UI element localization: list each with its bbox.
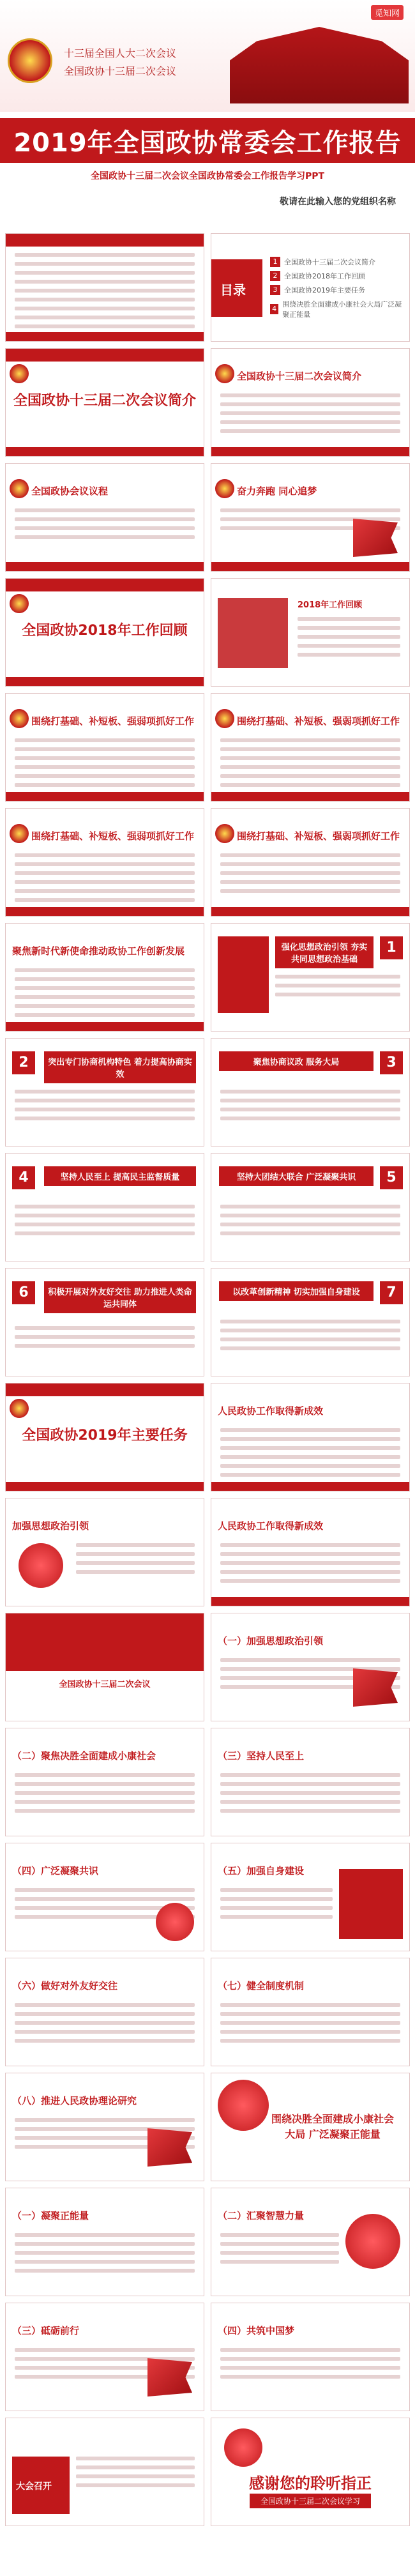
text-placeholder: [15, 2003, 195, 2048]
slide-thumbnail[interactable]: [5, 1613, 204, 1721]
text-placeholder: [220, 1888, 333, 1924]
slide-footer: [211, 447, 409, 456]
slide-thumbnail[interactable]: [5, 693, 204, 802]
text-placeholder: [15, 853, 195, 907]
slide-thumbnail[interactable]: [211, 2073, 410, 2181]
slide-heading: （四）共筑中国梦: [218, 2325, 295, 2336]
text-placeholder: [220, 1320, 400, 1355]
slide-heading: 奋力奔跑 同心追梦: [237, 485, 317, 497]
slide-thumbnail[interactable]: [5, 2303, 204, 2411]
balloon-icon: [345, 2214, 400, 2269]
red-flag-icon: [147, 2128, 192, 2167]
slide-heading: （二）聚焦决胜全面建成小康社会: [12, 1750, 156, 1762]
slide-thumbnail[interactable]: [5, 1383, 204, 1491]
slide-footer: [211, 1597, 409, 1606]
section-number: 1: [380, 936, 403, 959]
slide-thumbnail[interactable]: [211, 463, 410, 572]
slide-row: [5, 1613, 410, 1721]
slide-footer: [211, 792, 409, 801]
subtitle: 全国政协十三届二次会议全国政协常委会工作报告学习PPT: [90, 171, 325, 181]
slide-thumbnail[interactable]: [211, 693, 410, 802]
slide-heading: 围绕打基础、补短板、强弱项抓好工作: [237, 715, 400, 727]
emblem-icon: [10, 479, 29, 498]
text-placeholder: [220, 1428, 400, 1482]
slide-thumbnail[interactable]: [211, 1038, 410, 1147]
slide-header-bar: [6, 349, 204, 362]
text-placeholder: [15, 253, 195, 342]
slide-thumbnail[interactable]: [211, 1498, 410, 1606]
slide-heading: （六）做好对外友好交往: [12, 1980, 118, 1992]
text-placeholder: [220, 853, 400, 898]
section-number: 3: [380, 1051, 403, 1074]
slide-footer: [6, 792, 204, 801]
toc-item[interactable]: [270, 299, 404, 319]
toc-num: 4: [270, 304, 278, 314]
toc-label: 围绕决胜全面建成小康社会大局广泛凝聚正能量: [282, 300, 402, 319]
slide-row: [5, 808, 410, 917]
slide-row: [5, 923, 410, 1032]
emblem-icon: [10, 709, 29, 728]
slide-heading: （一）加强思想政治引领: [218, 1635, 324, 1647]
text-placeholder: [76, 1543, 195, 1579]
section-banner: 积极开展对外友好交往 助力推进人类命运共同体: [44, 1281, 196, 1313]
section-banner: 坚持大团结大联合 广泛凝聚共识: [219, 1166, 374, 1186]
section-number: 5: [380, 1166, 403, 1189]
slide-thumbnail[interactable]: [211, 578, 410, 687]
slide-row: [5, 2303, 410, 2411]
text-placeholder: [15, 2233, 195, 2278]
slogan-line-2: 全国政协十三届二次会议: [64, 65, 177, 77]
slide-heading: （八）推进人民政协理论研究: [12, 2095, 137, 2107]
section-banner: 突出专门协商机构特色 着力提高协商实效: [44, 1051, 196, 1083]
toc-label: 全国政协2018年工作回顾: [284, 272, 365, 280]
text-placeholder: [298, 617, 400, 662]
slide-row: [5, 1268, 410, 1376]
slide-thumbnail[interactable]: [5, 1038, 204, 1147]
slide-thumbnail[interactable]: [211, 1383, 410, 1491]
slide-row: [5, 348, 410, 457]
text-placeholder: [220, 738, 400, 792]
slide-thumbnail[interactable]: [5, 1843, 204, 1951]
text-placeholder: [220, 1090, 400, 1125]
slide-heading: 聚焦新时代新使命推动政协工作创新发展: [12, 945, 185, 957]
slide-thumbnail[interactable]: [5, 1268, 204, 1376]
slide-row: [5, 693, 410, 802]
emblem-icon: [215, 364, 234, 383]
text-placeholder: [275, 975, 400, 1002]
slide-heading: 围绕打基础、补短板、强弱项抓好工作: [31, 830, 195, 842]
slide-heading: 人民政协工作取得新成效: [218, 1405, 324, 1417]
text-placeholder: [220, 393, 400, 438]
text-placeholder: [15, 1773, 195, 1818]
slide-thumbnail[interactable]: [211, 2418, 410, 2526]
slide-footer: [6, 1022, 204, 1031]
section-banner: 聚焦协商议政 服务大局: [219, 1051, 374, 1071]
slide-heading: 大会召开: [16, 2481, 52, 2492]
text-placeholder: [15, 1205, 195, 1240]
slide-thumbnail[interactable]: [211, 348, 410, 457]
toc-list: [270, 253, 404, 323]
slide-thumbnail[interactable]: [5, 1958, 204, 2066]
slide-heading: 全国政协会议议程: [31, 485, 109, 497]
slide-row: [5, 1038, 410, 1147]
slide-row: [5, 1498, 410, 1606]
thanks-subtitle: 全国政协十三届二次会议学习: [250, 2494, 371, 2508]
section-banner: 强化思想政治引领 夯实共同思想政治基础: [275, 936, 374, 968]
slide-footer: [6, 677, 204, 686]
slide-heading: （四）广泛凝聚共识: [12, 1865, 99, 1877]
slide-heading: 围绕决胜全面建成小康社会大局 广泛凝聚正能量: [271, 2113, 394, 2140]
slide-footer: [211, 907, 409, 916]
text-placeholder: [220, 2348, 400, 2384]
slide-footer: [211, 1482, 409, 1491]
slide-row: [5, 463, 410, 572]
slide-row: [5, 2188, 410, 2296]
slide-row: [5, 2418, 410, 2526]
toc-label: 全国政协2019年主要任务: [284, 286, 365, 294]
slide-thumbnail[interactable]: [5, 808, 204, 917]
text-placeholder: [220, 2233, 339, 2269]
slide-footer: [211, 562, 409, 571]
red-flag-icon: [353, 1668, 398, 1707]
brand-logo: 觅知网: [371, 5, 404, 20]
slide-header-bar: [6, 1383, 204, 1396]
text-placeholder: [76, 2457, 195, 2492]
slide-header-bar: [6, 579, 204, 591]
slide-thumbnail[interactable]: [5, 463, 204, 572]
slide-thumbnail[interactable]: [211, 2188, 410, 2296]
text-placeholder: [15, 968, 195, 1022]
slide-thumbnail[interactable]: [5, 578, 204, 687]
slide-thumbnail[interactable]: [5, 2188, 204, 2296]
slide-thumbnail[interactable]: [211, 1843, 410, 1951]
slide-footer: [6, 562, 204, 571]
slide-thumbnail[interactable]: [211, 233, 410, 342]
illustration: [218, 598, 288, 668]
org-name-placeholder: 敬请在此输入您的党组织名称: [280, 197, 396, 207]
toc-item[interactable]: [270, 271, 404, 281]
slide-footer: [6, 447, 204, 456]
slide-heading: （二）汇聚智慧力量: [218, 2210, 305, 2222]
slide-heading: （三）砥砺前行: [12, 2325, 80, 2336]
section-number: 4: [12, 1166, 35, 1189]
text-placeholder: [15, 1326, 195, 1353]
slide-thumbnail[interactable]: [211, 1613, 410, 1721]
slide-heading: 全国政协2018年工作回顾: [22, 623, 188, 639]
emblem-icon: [215, 479, 234, 498]
slide-thumbnail[interactable]: [5, 233, 204, 342]
section-banner: 以改革创新精神 切实加强自身建设: [219, 1281, 374, 1301]
slide-row: [5, 2073, 410, 2181]
text-placeholder: [15, 738, 195, 792]
slide-heading: 围绕打基础、补短板、强弱项抓好工作: [237, 830, 400, 842]
illustration: [218, 936, 269, 1013]
slide-grid: [5, 233, 410, 2533]
slide-thumbnail[interactable]: [5, 1728, 204, 1836]
slide-row: [5, 1843, 410, 1951]
text-placeholder: [220, 2003, 400, 2048]
slide-header-bar: [6, 234, 204, 247]
slide-row: [5, 1383, 410, 1491]
thanks-title: 感谢您的聆听指正: [249, 2474, 372, 2492]
toc-num: 3: [270, 285, 280, 295]
slide-thumbnail[interactable]: [5, 923, 204, 1032]
text-placeholder: [15, 508, 195, 544]
slide-thumbnail[interactable]: [5, 2073, 204, 2181]
slide-thumbnail[interactable]: [5, 2418, 204, 2526]
party-emblem-icon: [156, 1903, 194, 1941]
slide-thumbnail[interactable]: [5, 1153, 204, 1261]
toc-item[interactable]: [270, 257, 404, 267]
text-placeholder: [15, 1090, 195, 1125]
text-placeholder: [220, 1205, 400, 1240]
slogan: [64, 45, 176, 80]
slide-heading: （三）坚持人民至上: [218, 1750, 305, 1762]
slide-heading: 全国政协2019年主要任务: [22, 1428, 188, 1444]
slide-footer: [6, 907, 204, 916]
slide-thumbnail[interactable]: [5, 348, 204, 457]
slide-heading: 全国政协十三届二次会议简介: [237, 370, 362, 382]
section-number: 7: [380, 1281, 403, 1304]
cppcc-emblem-icon: [8, 38, 52, 83]
emblem-icon: [10, 1399, 29, 1418]
toc-label: 全国政协十三届二次会议简介: [284, 258, 375, 266]
slide-footer: [6, 332, 204, 341]
text-placeholder: [220, 1543, 400, 1588]
slide-heading: 2018年工作回顾: [298, 600, 363, 610]
main-title: 2019年全国政协常委会工作报告: [13, 128, 402, 158]
section-number: 2: [12, 1051, 35, 1074]
emblem-icon: [215, 824, 234, 843]
section-banner: 坚持人民至上 提高民主监督质量: [44, 1166, 196, 1186]
slide-heading: （七）健全制度机制: [218, 1980, 305, 1992]
slide-heading: 全国政协十三届二次会议简介: [13, 393, 196, 409]
party-emblem-icon: [19, 1543, 63, 1588]
emblem-icon: [215, 709, 234, 728]
slide-footer: [6, 1482, 204, 1491]
party-emblem-icon: [224, 2428, 262, 2467]
slide-thumbnail[interactable]: [211, 1153, 410, 1261]
slide-heading: 围绕打基础、补短板、强弱项抓好工作: [31, 715, 195, 727]
toc-title: 目录: [220, 282, 246, 298]
emblem-icon: [10, 364, 29, 383]
emblem-icon: [10, 824, 29, 843]
slide-thumbnail[interactable]: [211, 1728, 410, 1836]
section-number: 6: [12, 1281, 35, 1304]
red-flag-icon: [147, 2358, 192, 2397]
illustration: [339, 1869, 403, 1939]
slide-thumbnail[interactable]: [211, 1268, 410, 1376]
banner-image: [6, 1613, 204, 1671]
cover-slide: [0, 0, 415, 230]
toc-num: 2: [270, 271, 280, 281]
party-emblem-icon: [218, 2080, 269, 2131]
toc-num: 1: [270, 257, 280, 267]
toc-item[interactable]: [270, 285, 404, 295]
slide-row: [5, 1958, 410, 2066]
slide-heading: 全国政协十三届二次会议: [59, 1680, 151, 1689]
slide-thumbnail[interactable]: [5, 1498, 204, 1606]
slide-heading: 人民政协工作取得新成效: [218, 1520, 324, 1532]
slide-heading: 加强思想政治引领: [12, 1520, 89, 1532]
slide-thumbnail[interactable]: [211, 808, 410, 917]
slide-row: [5, 1728, 410, 1836]
text-placeholder: [220, 1773, 400, 1818]
slide-thumbnail[interactable]: [211, 2303, 410, 2411]
emblem-icon: [10, 594, 29, 613]
slide-thumbnail[interactable]: [211, 923, 410, 1032]
slide-row: [5, 578, 410, 687]
slide-row: [5, 1153, 410, 1261]
slogan-line-1: 十三届全国人大二次会议: [64, 47, 177, 59]
slide-heading: （五）加强自身建设: [218, 1865, 305, 1877]
red-flag-icon: [353, 519, 398, 557]
slide-heading: （一）凝聚正能量: [12, 2210, 89, 2222]
slide-row: [5, 233, 410, 342]
slide-thumbnail[interactable]: [211, 1958, 410, 2066]
